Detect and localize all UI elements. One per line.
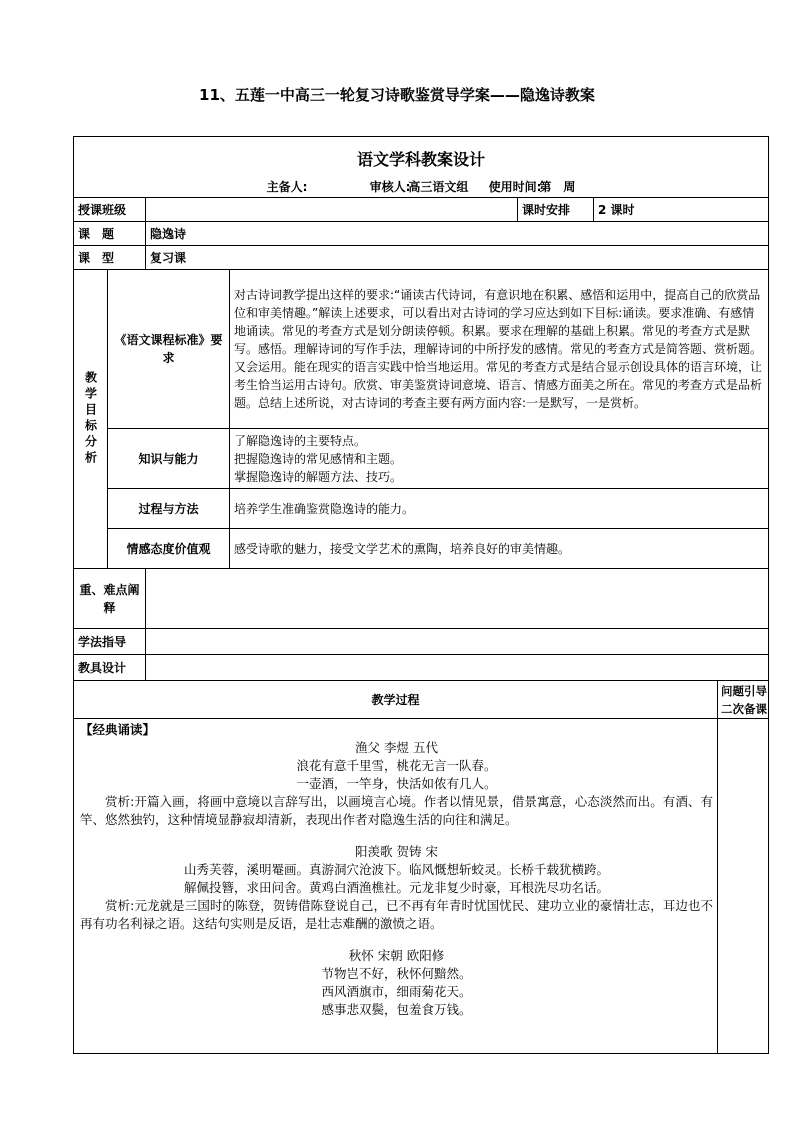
reviewer-label: 审核人: [369,180,411,194]
knowledge-line: 把握隐逸诗的常见感情和主题。 [234,451,403,466]
design-title: 语文学科教案设计 [356,150,485,169]
study-guide-label: 学法指导 [74,629,146,655]
objectives-group-label: 教学目标分析 [83,371,98,467]
study-guide-value [146,629,769,655]
side-header-line: 问题引导 [721,683,768,698]
poem-title: 阳羡歌 贺铸 宋 [355,844,438,859]
knowledge-line: 掌握隐逸诗的解题方法、技巧。 [234,469,403,484]
class-label: 授课班级 [74,198,146,222]
topic-value: 隐逸诗 [146,222,769,246]
tools-label: 教具设计 [74,655,146,681]
reviewer-value: 高三语文组 [408,180,469,194]
second-prep-cell [718,719,769,1055]
side-header-line: 二次备课 [721,701,768,716]
knowledge-line: 了解隐逸诗的主要特点。 [234,433,367,448]
document-title: 11、五莲一中高三一轮复习诗歌鉴赏导学案——隐逸诗教案 [199,86,595,104]
poem-line: 浪花有意千里雪，桃花无言一队春。 [296,758,497,773]
knowledge-label: 知识与能力 [108,429,230,489]
poem-line: 西风酒旗市，细雨菊花天。 [321,984,472,999]
appreciation-text: 赏析:元龙就是三国时的陈登，贺铸借陈登说自己，已不再有年青时忧国忧民、建功立业的豪情壮志，耳边也不再有功名利禄之语。这结句实则是反语，是壮志难酬的激愤之语。 [80,898,714,931]
process-label: 过程与方法 [108,489,230,529]
topic-label: 课 题 [74,222,146,246]
poem-line: 一壶酒，一竿身，快活如侬有几人。 [296,776,497,791]
appreciation-text: 赏析:开篇入画，将画中意境以言辞写出，以画境言心境。作者以情见景，借景寓意，心态淡然而出。有酒、有竿、悠然独钓，这种情境显静寂却清新，表现出作者对隐逸生活的向往和满足。 [80,794,714,827]
section-label: 【经典诵读】 [80,722,156,737]
poem-line: 节物岂不好，秋怀何黯然。 [321,966,472,981]
schedule-value: 2 课时 [594,198,769,222]
type-value: 复习课 [146,246,769,270]
side-header [718,681,769,719]
tools-value [146,655,769,681]
key-points-value [146,569,769,629]
use-time-value: 第 周 [539,180,576,194]
class-value [146,198,518,222]
poem-title: 渔父 李煜 五代 [355,740,438,755]
poem-line: 解佩投簪，求田问舍。黄鸡白酒渔樵社。元龙非复少时豪，耳根洗尽功名话。 [184,880,610,895]
lesson-plan-table [73,136,769,1054]
poem-line: 山秀芙蓉，溪明罨画。真游洞穴沧波下。临风慨想斩蛟灵。长桥千载犹横跨。 [184,862,610,877]
authors-line [74,178,768,195]
objectives-group-cell [74,270,108,569]
use-time-label: 使用时间: [488,180,542,194]
process-header: 教学过程 [74,681,718,719]
emotion-label: 情感态度价值观 [108,529,230,569]
standard-text: 对古诗词教学提出这样的要求:“诵读古代诗词，有意识地在积累、感悟和运用中，提高自己的欣赏品位和审美情趣。”解读上述要求，可以看出对古诗词的学习应达到如下目标:诵读。要求准确、有感情地诵读。常见的考查方式是划分朗读停顿。积累。要求在理解的基础上积累。常见的考查方式是默写。感悟。理解诗词的写作手法，理解诗词的中所抒发的感情。常见的考查方式是简答题、赏析题。又会运用。能在现实的语言实践中恰当地运用。常见的考查方式是结合显示创设具体的语言环境，让考生恰当运用古诗句。欣赏、审美鉴赏诗词意境、语言、情感方面美之所在。常见的考查方式是品析题。总结上述所说，对古诗词的考查主要有两方面内容:一是默写，一是赏析。 [230,270,769,429]
key-points-label: 重、难点阐释 [74,569,146,629]
emotion-text: 感受诗歌的魅力，接受文学艺术的熏陶，培养良好的审美情趣。 [230,529,769,569]
schedule-label: 课时安排 [518,198,594,222]
teaching-process-cell [74,719,718,1055]
process-text: 培养学生准确鉴赏隐逸诗的能力。 [230,489,769,529]
knowledge-cell [230,429,769,489]
poem-title: 秋怀 宋朝 欧阳修 [348,948,445,963]
info-table [73,197,769,1054]
lead-label: 主备人: [266,180,308,194]
standard-label: 《语文课程标准》要求 [108,270,230,429]
type-label: 课 型 [74,246,146,270]
poem-line: 感事悲双鬓，包羞食万钱。 [321,1002,472,1017]
